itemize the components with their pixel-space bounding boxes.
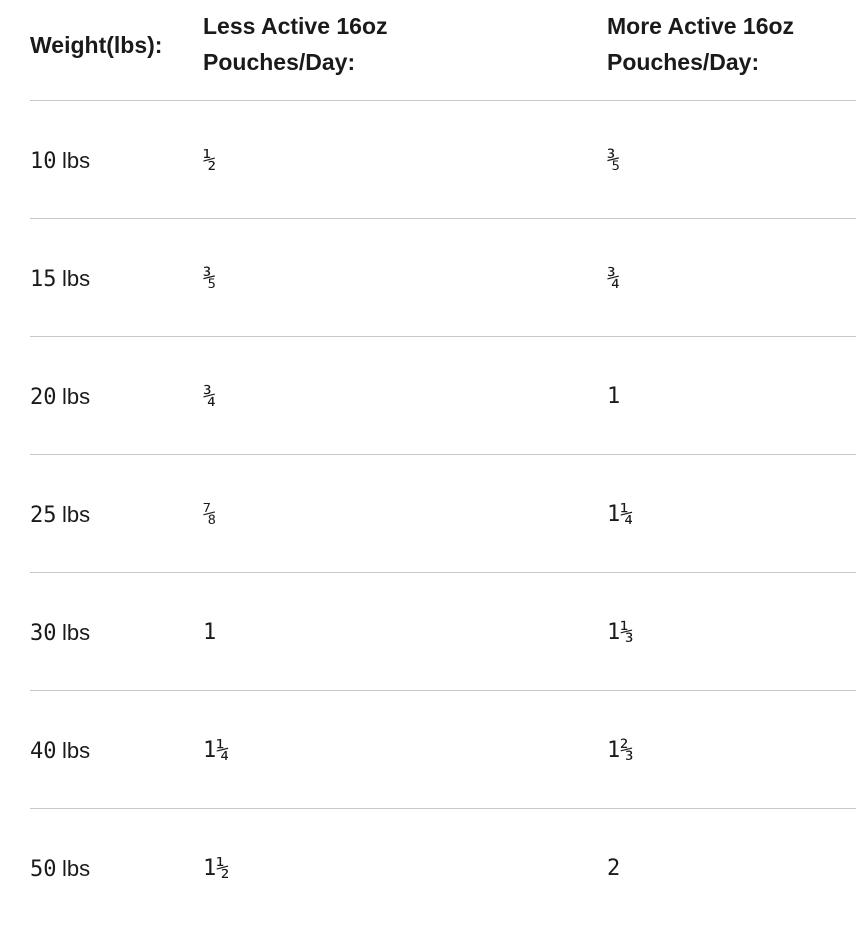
table-row — [30, 101, 856, 219]
weight-unit: lbs — [62, 266, 91, 291]
table-row — [30, 573, 856, 691]
table-row — [30, 809, 856, 926]
more-active-cell: 1⅔ — [607, 738, 634, 763]
less-active-cell: ⅗ — [203, 266, 217, 291]
feeding-table — [30, 0, 856, 926]
weight-unit: lbs — [62, 384, 91, 409]
weight-value: 15 — [30, 267, 57, 292]
less-active-cell: ½ — [203, 148, 217, 173]
weight-unit: lbs — [62, 738, 91, 763]
table-row — [30, 219, 856, 337]
weight-unit: lbs — [62, 148, 91, 173]
table-row — [30, 337, 856, 455]
weight-cell — [30, 455, 90, 572]
header-less-active-line-2: Pouches/Day: — [203, 49, 356, 75]
more-active-cell: 1⅓ — [607, 620, 634, 645]
weight-value: 10 — [30, 149, 57, 174]
weight-cell — [30, 573, 90, 690]
weight-unit: lbs — [62, 502, 91, 527]
weight-value: 40 — [30, 739, 57, 764]
weight-cell — [30, 809, 90, 926]
table-row — [30, 455, 856, 573]
weight-value: 25 — [30, 503, 57, 528]
header-more-active-line-1: More Active 16oz — [607, 13, 795, 39]
header-more-active — [607, 8, 856, 80]
weight-cell — [30, 337, 90, 454]
weight-cell — [30, 219, 90, 336]
weight-value: 30 — [30, 621, 57, 646]
more-active-cell: 1¼ — [607, 502, 634, 527]
header-more-active-line-2: Pouches/Day: — [607, 49, 760, 75]
less-active-cell: ¾ — [203, 384, 217, 409]
more-active-cell: 2 — [607, 856, 621, 881]
weight-value: 50 — [30, 857, 57, 882]
more-active-cell: ¾ — [607, 266, 621, 291]
weight-value: 20 — [30, 385, 57, 410]
less-active-cell: 1½ — [203, 856, 230, 881]
header-weight-label: Weight(lbs): — [30, 32, 163, 58]
less-active-cell: 1¼ — [203, 738, 230, 763]
header-less-active — [203, 8, 583, 80]
table-header-row — [30, 0, 856, 101]
header-weight — [30, 27, 162, 63]
more-active-cell: 1 — [607, 384, 621, 409]
more-active-cell: ⅗ — [607, 148, 621, 173]
weight-cell — [30, 101, 90, 218]
less-active-cell: ⅞ — [203, 502, 217, 527]
table-row — [30, 691, 856, 809]
weight-cell — [30, 691, 90, 808]
header-less-active-line-1: Less Active 16oz — [203, 13, 388, 39]
weight-unit: lbs — [62, 620, 91, 645]
weight-unit: lbs — [62, 856, 91, 881]
less-active-cell: 1 — [203, 620, 217, 645]
